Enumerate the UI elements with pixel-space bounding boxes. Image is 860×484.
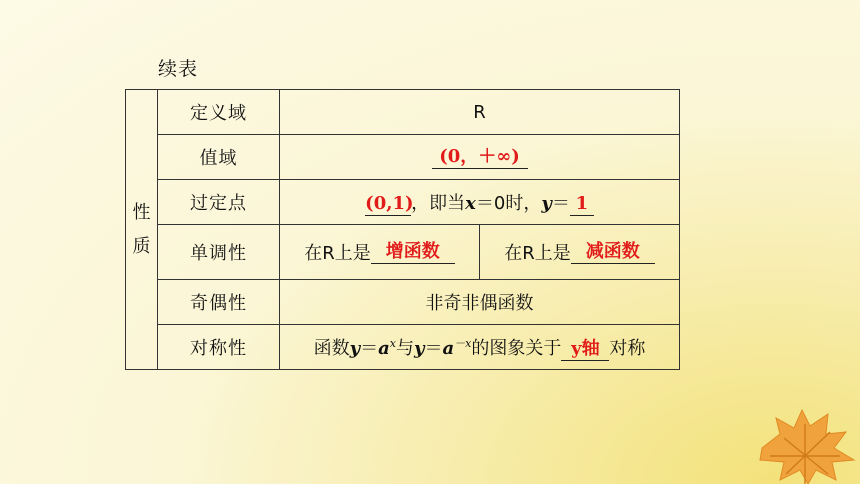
table-caption: 续表	[158, 58, 199, 80]
increasing-answer: 增函数	[385, 240, 440, 262]
y-answer: 1	[575, 192, 589, 214]
point-blank	[365, 192, 414, 216]
row-name-domain: 定义域	[158, 90, 280, 135]
sym-a2: a	[442, 337, 455, 359]
group-label-char-2: 质	[132, 235, 151, 257]
sym-text-3: 的图象关于	[471, 337, 562, 359]
fixed-text-3: ＝	[551, 192, 570, 214]
row-name-fixed-point: 过定点	[158, 180, 280, 225]
axis-blank	[561, 338, 609, 361]
monotonicity-decreasing	[480, 225, 679, 279]
increasing-blank	[371, 241, 455, 264]
monotonicity-value	[280, 225, 680, 280]
maple-leaf-icon	[750, 404, 860, 484]
symmetry-value	[280, 325, 680, 370]
sym-exp2: －x	[454, 336, 472, 350]
sym-eq1: ＝	[360, 337, 379, 359]
group-label	[126, 90, 158, 370]
increasing-prefix: 在R上是	[304, 243, 371, 264]
sym-text-2: 与	[396, 337, 414, 359]
var-x: x	[465, 192, 476, 214]
var-y: y	[541, 192, 552, 214]
fixed-point-value	[280, 180, 680, 225]
axis-answer: y轴	[571, 337, 600, 359]
point-answer: (0,1)	[365, 192, 414, 214]
fixed-text-1: ，即当	[411, 192, 466, 214]
sym-eq2: ＝	[424, 337, 443, 359]
properties-table	[125, 89, 680, 370]
sym-exp1: x	[389, 336, 396, 350]
domain-value	[280, 90, 680, 135]
sym-y2: y	[414, 337, 425, 359]
row-name-range: 值域	[158, 135, 280, 180]
row-name-parity: 奇偶性	[158, 280, 280, 325]
monotonicity-split	[280, 225, 679, 279]
parity-value: 非奇非偶函数	[280, 280, 680, 325]
sym-text-1: 函数	[313, 337, 350, 359]
decreasing-prefix: 在R上是	[504, 243, 571, 264]
sym-y1: y	[349, 337, 361, 359]
range-blank	[432, 146, 528, 169]
y-blank	[570, 193, 594, 216]
range-value	[280, 135, 680, 180]
decreasing-blank	[571, 241, 655, 264]
decreasing-answer: 减函数	[585, 240, 640, 262]
monotonicity-increasing	[280, 225, 480, 279]
range-answer: (0，＋∞)	[439, 145, 520, 167]
fixed-text-2: ＝0时，	[475, 192, 542, 214]
row-name-monotonicity: 单调性	[158, 225, 280, 280]
sym-text-4: 对称	[609, 337, 646, 359]
group-label-char-1: 性	[132, 201, 151, 223]
sym-a1: a	[378, 337, 390, 359]
domain-value-text: R	[473, 101, 486, 123]
row-name-symmetry: 对称性	[158, 325, 280, 370]
